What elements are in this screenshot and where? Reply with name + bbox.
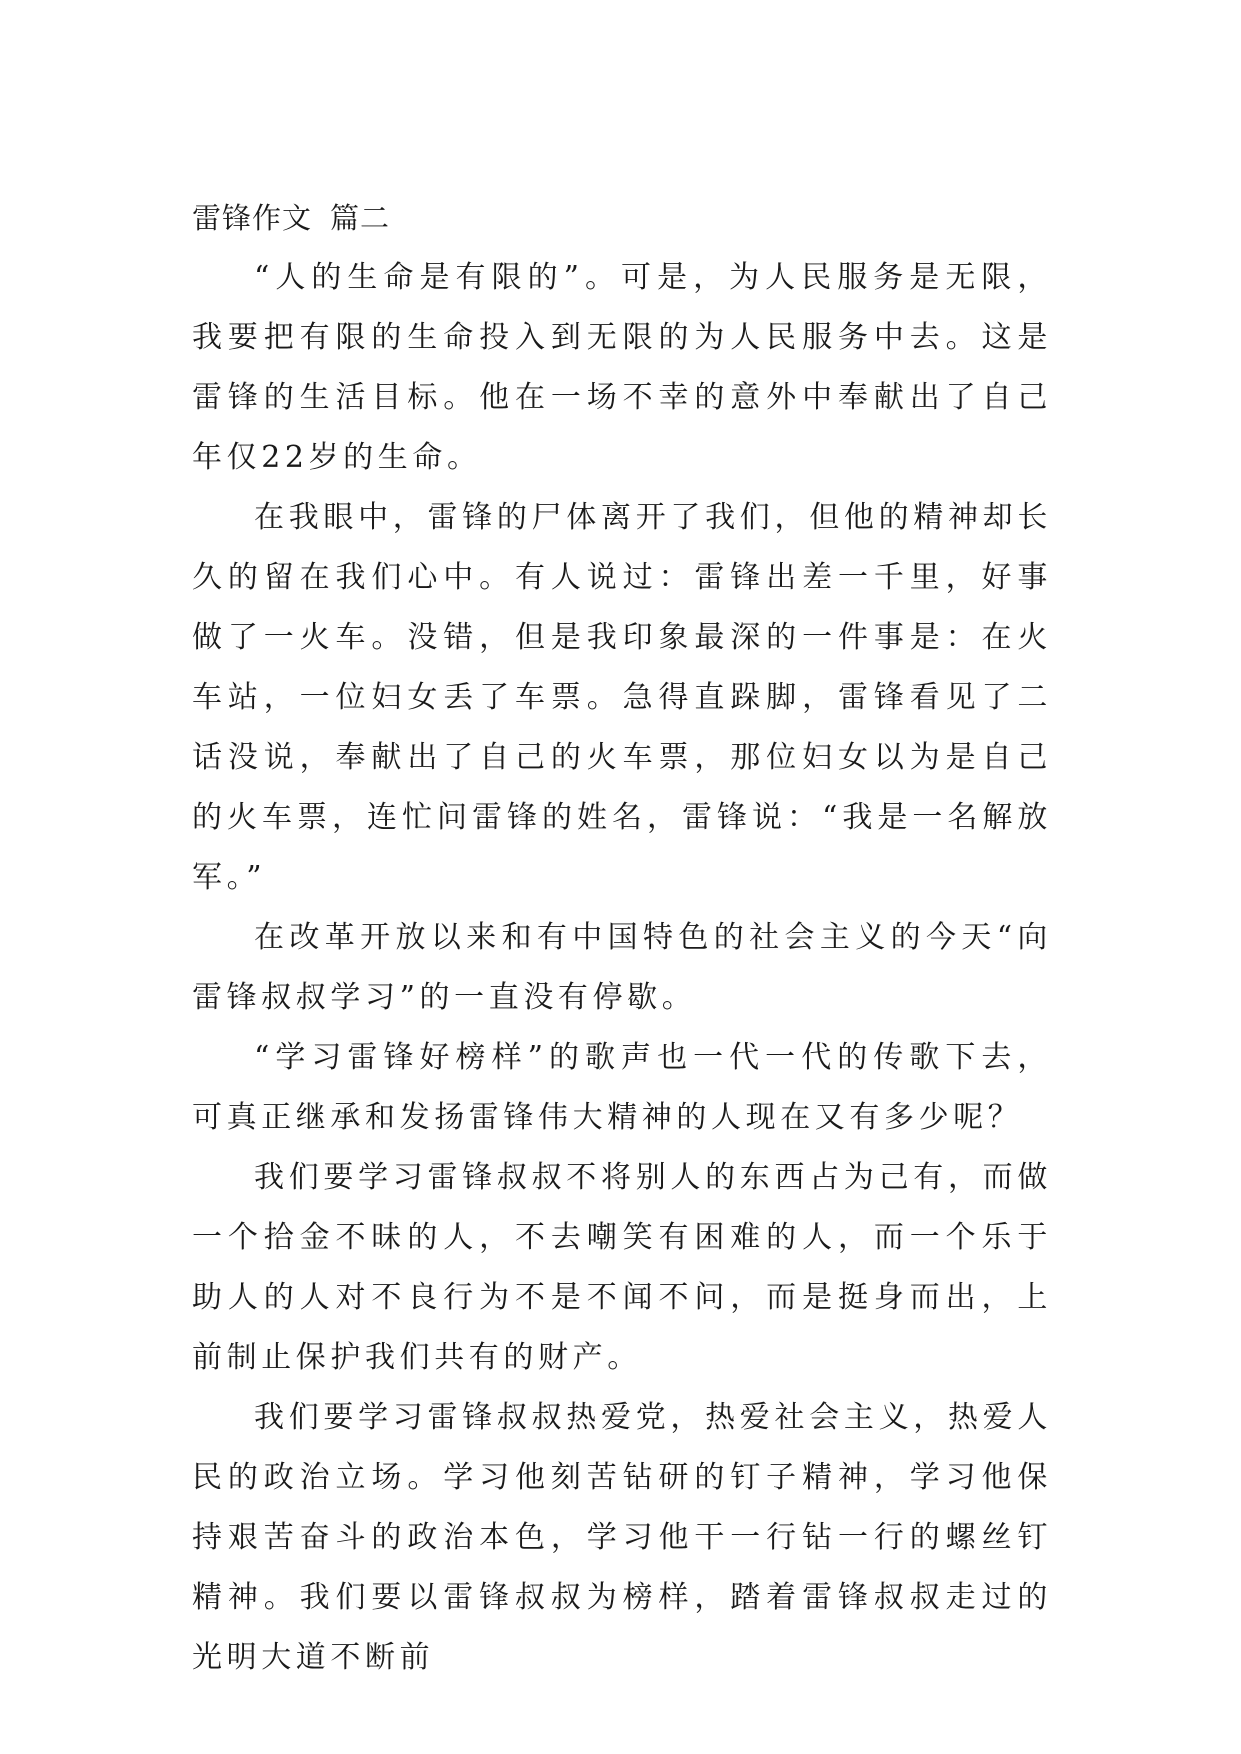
paragraph-3: 在改革开放以来和有中国特色的社会主义的今天“向雷锋叔叔学习”的一直没有停歇。 xyxy=(192,920,1052,1015)
document-page xyxy=(192,188,1052,1688)
paragraph-4: “学习雷锋好榜样”的歌声也一代一代的传歌下去，可真正继承和发扬雷锋伟大精神的人现在又有多少呢？ xyxy=(192,1040,1052,1135)
paragraph-2: 在我眼中，雷锋的尸体离开了我们，但他的精神却长久的留在我们心中。有人说过：雷锋出差一千里，好事做了一火车。没错，但是我印象最深的一件事是：在火车站，一位妇女丢了车票。急得直跺脚，雷锋看见了二话没说，奉献出了自己的火车票，那位妇女以为是自己的火车票，连忙问雷锋的姓名，雷锋说：“我是一名解放军。” xyxy=(192,500,1052,895)
paragraph-1: “人的生命是有限的”。可是，为人民服务是无限，我要把有限的生命投入到无限的为人民服务中去。这是雷锋的生活目标。他在一场不幸的意外中奉献出了自己年仅22岁的生命。 xyxy=(192,260,1052,475)
title-sub: 篇二 xyxy=(330,201,391,235)
paragraph-5: 我们要学习雷锋叔叔不将别人的东西占为己有，而做一个拾金不昧的人，不去嘲笑有困难的人，而一个乐于助人的人对不良行为不是不闻不问，而是挺身而出，上前制止保护我们共有的财产。 xyxy=(192,1160,1052,1375)
paragraph-6: 我们要学习雷锋叔叔热爱党，热爱社会主义，热爱人民的政治立场。学习他刻苦钻研的钉子精神，学习他保持艰苦奋斗的政治本色，学习他干一行钻一行的螺丝钉精神。我们要以雷锋叔叔为榜样，踏着雷锋叔叔走过的光明大道不断前 xyxy=(192,1400,1052,1675)
title-main: 雷锋作文 xyxy=(192,201,313,235)
document-title xyxy=(192,188,1052,248)
